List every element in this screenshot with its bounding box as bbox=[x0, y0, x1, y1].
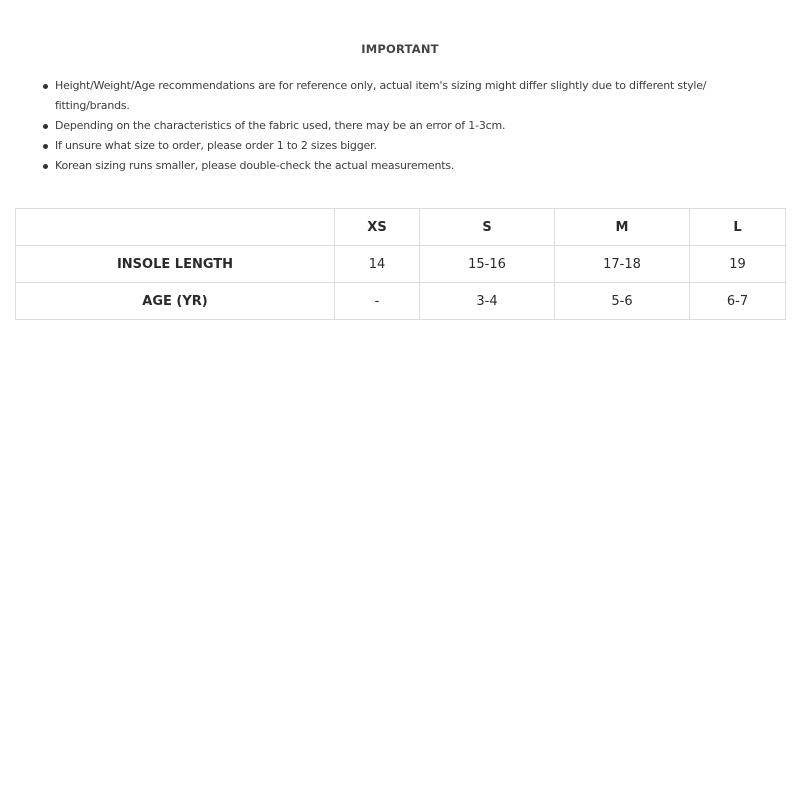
column-header-xs: XS bbox=[335, 209, 420, 246]
column-header-l: L bbox=[690, 209, 786, 246]
notice-item bbox=[0, 116, 790, 136]
table-cell: 17-18 bbox=[555, 246, 690, 283]
notice-item-text: If unsure what size to order, please order 1 to 2 sizes bigger. bbox=[55, 139, 377, 152]
table-cell: - bbox=[335, 283, 420, 320]
notice-item bbox=[0, 76, 790, 116]
table-cell: 5-6 bbox=[555, 283, 690, 320]
notice-item bbox=[0, 136, 790, 156]
table-cell: 3-4 bbox=[420, 283, 555, 320]
row-label-age: AGE (YR) bbox=[16, 283, 335, 320]
table-row bbox=[16, 283, 786, 320]
table-cell: 19 bbox=[690, 246, 786, 283]
notice-item-text: Height/Weight/Age recommendations are for reference only, actual item's sizing might differ slightly due to different style/ fitting/brands. bbox=[55, 79, 707, 112]
table-row bbox=[16, 246, 786, 283]
row-label-insole-length: INSOLE LENGTH bbox=[16, 246, 335, 283]
notice-item-text: Korean sizing runs smaller, please double-check the actual measurements. bbox=[55, 159, 455, 172]
table-header-row bbox=[16, 209, 786, 246]
notice-item-text: Depending on the characteristics of the fabric used, there may be an error of 1-3cm. bbox=[55, 119, 506, 132]
notice-item bbox=[0, 156, 790, 176]
table-corner-cell bbox=[16, 209, 335, 246]
column-header-s: S bbox=[420, 209, 555, 246]
column-header-m: M bbox=[555, 209, 690, 246]
table-cell: 15-16 bbox=[420, 246, 555, 283]
bullet-icon bbox=[43, 144, 48, 149]
bullet-icon bbox=[43, 84, 48, 89]
notice-list bbox=[0, 76, 790, 176]
table-cell: 6-7 bbox=[690, 283, 786, 320]
bullet-icon bbox=[43, 124, 48, 129]
bullet-icon bbox=[43, 164, 48, 169]
table-cell: 14 bbox=[335, 246, 420, 283]
notice-title: IMPORTANT bbox=[361, 42, 439, 56]
size-table bbox=[15, 208, 786, 320]
